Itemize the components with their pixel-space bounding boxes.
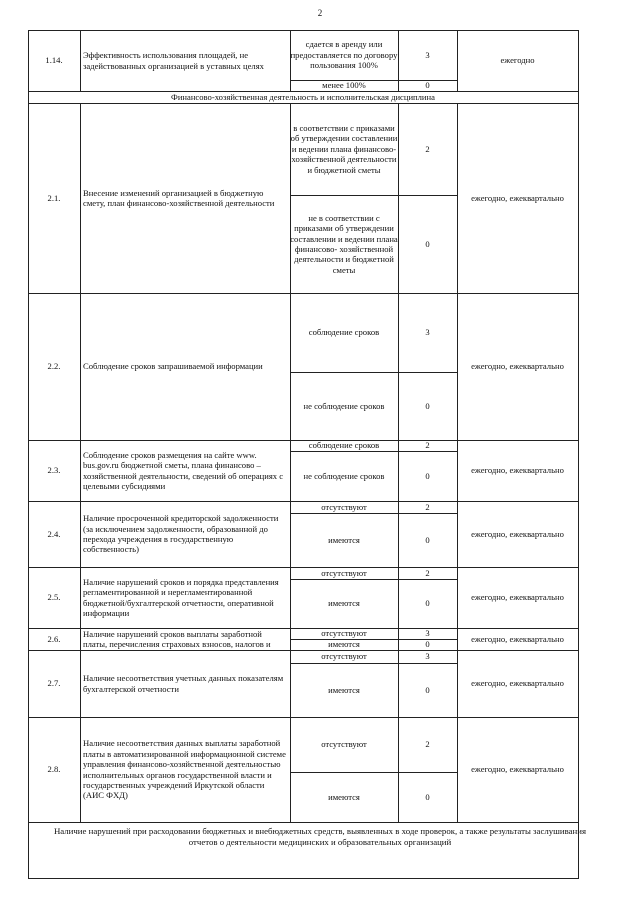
score-value: 2 — [425, 739, 430, 750]
score-value: 0 — [425, 400, 430, 411]
criterion-condition: имеются — [328, 791, 360, 802]
score-value: 3 — [425, 49, 430, 60]
criterion-condition: имеются — [328, 684, 360, 695]
criterion-condition: соблюдение сроков — [308, 440, 380, 451]
row-number: 2.5. — [47, 592, 61, 603]
criterion-condition: не в соответствии с приказами об утверждении составлении и ведении плана финансово- хозяйственной деятельности и бюджетной сметы — [290, 212, 398, 275]
criterion-name: Наличие нарушений сроков и порядка представления регламентированной и нерегламентированной бюджетной/бухгалтерской отчетности, оперативной информации — [83, 576, 279, 618]
score-value: 0 — [425, 639, 430, 650]
criterion-condition: не соблюдение сроков — [303, 470, 385, 481]
criterion-condition: соблюдение сроков — [308, 327, 380, 338]
score-value: 2 — [425, 501, 430, 512]
criterion-condition: имеются — [328, 598, 360, 609]
row-number: 2.7. — [47, 678, 61, 689]
score-value: 3 — [425, 327, 430, 338]
footer-criterion-text: Наличие нарушений при расходовании бюджетных и внебюджетных средств, выявленных в ходе проверок, а также результаты заслушивания отчетов о деятельности медицинских и образовательных организаций — [53, 826, 587, 848]
page-number: 2 — [317, 8, 323, 18]
table-border-right — [578, 30, 579, 879]
criterion-name: Соблюдение сроков запрашиваемой информации — [83, 361, 263, 372]
row-rule — [28, 822, 578, 823]
period-value: ежегодно, ежеквартально — [471, 361, 564, 372]
period-value: ежегодно, ежеквартально — [471, 192, 564, 203]
score-value: 0 — [425, 791, 430, 802]
score-value: 3 — [425, 651, 430, 662]
row-number: 2.4. — [47, 528, 61, 539]
criterion-condition: имеются — [328, 639, 360, 650]
row-number: 2.8. — [47, 764, 61, 775]
period-value: ежегодно, ежеквартально — [471, 592, 564, 603]
criterion-condition: отсутствуют — [321, 739, 367, 750]
row-number: 2.2. — [47, 361, 61, 372]
row-number: 2.1. — [47, 192, 61, 203]
criterion-name: Наличие несоответствия данных выплаты заработной платы в автоматизированной информационной системе управления финансово-хозяйственной деятельностью исполнительных органов государственной власти и государственных учреждений Иркутской области (АИС ФХД) — [83, 738, 286, 801]
row-rule — [28, 91, 578, 92]
criterion-condition: отсутствуют — [321, 567, 367, 578]
criterion-name: Наличие просроченной кредиторской задолженности (за исключением задолженности, образованной до перехода учреждения в государственную собственность) — [83, 513, 279, 555]
score-value: 0 — [425, 598, 430, 609]
criterion-condition: в соответствии с приказами об утверждении составлении и ведении плана финансово- хозяйственной деятельности и бюджетной сметы — [290, 122, 398, 175]
score-value: 2 — [425, 143, 430, 154]
period-value: ежегодно, ежеквартально — [471, 633, 564, 644]
row-number: 2.6. — [47, 633, 61, 644]
criterion-condition: отсутствуют — [321, 628, 367, 639]
score-value: 0 — [425, 684, 430, 695]
criterion-condition: имеются — [328, 534, 360, 545]
row-number: 1.14. — [45, 55, 63, 66]
score-value: 0 — [425, 470, 430, 481]
criterion-name: Эффективность использования площадей, не задействованных организацией в уставных целях — [83, 50, 264, 71]
criterion-condition: не соблюдение сроков — [303, 400, 385, 411]
score-value: 0 — [425, 534, 430, 545]
table-border-bottom — [28, 878, 579, 879]
period-value: ежегодно, ежеквартально — [471, 678, 564, 689]
criterion-condition: менее 100% — [322, 80, 366, 91]
score-value: 3 — [425, 628, 430, 639]
period-value: ежегодно, ежеквартально — [471, 764, 564, 775]
score-value: 2 — [425, 440, 430, 451]
criterion-condition: сдается в аренду или предоставляется по договору пользования 100% — [290, 39, 398, 71]
score-value: 0 — [425, 238, 430, 249]
period-value: ежегодно, ежеквартально — [471, 465, 564, 476]
criterion-condition: отсутствуют — [321, 501, 367, 512]
score-value: 2 — [425, 567, 430, 578]
criterion-name: Внесение изменений организацией в бюджетную смету, план финансово-хозяйственной деятельности — [83, 187, 275, 208]
row-number: 2.3. — [47, 465, 61, 476]
criterion-name: Наличие несоответствия учетных данных показателям бухгалтерской отчетности — [83, 673, 284, 694]
score-value: 0 — [425, 80, 430, 91]
period-value: ежегодно — [500, 55, 535, 66]
criterion-name: Наличие нарушений сроков выплаты заработной платы, перечисления страховых взносов, налогов и — [83, 628, 271, 649]
criterion-condition: отсутствуют — [321, 651, 367, 662]
period-value: ежегодно, ежеквартально — [471, 528, 564, 539]
section-header: Финансово-хозяйственная деятельность и исполнительская дисциплина — [171, 91, 435, 102]
criterion-name: Соблюдение сроков размещения на сайте www. bus.gov.ru бюджетной сметы, плана финансово – хозяйственной деятельности, сведений об операциях с целевыми субсидиями — [83, 449, 284, 491]
